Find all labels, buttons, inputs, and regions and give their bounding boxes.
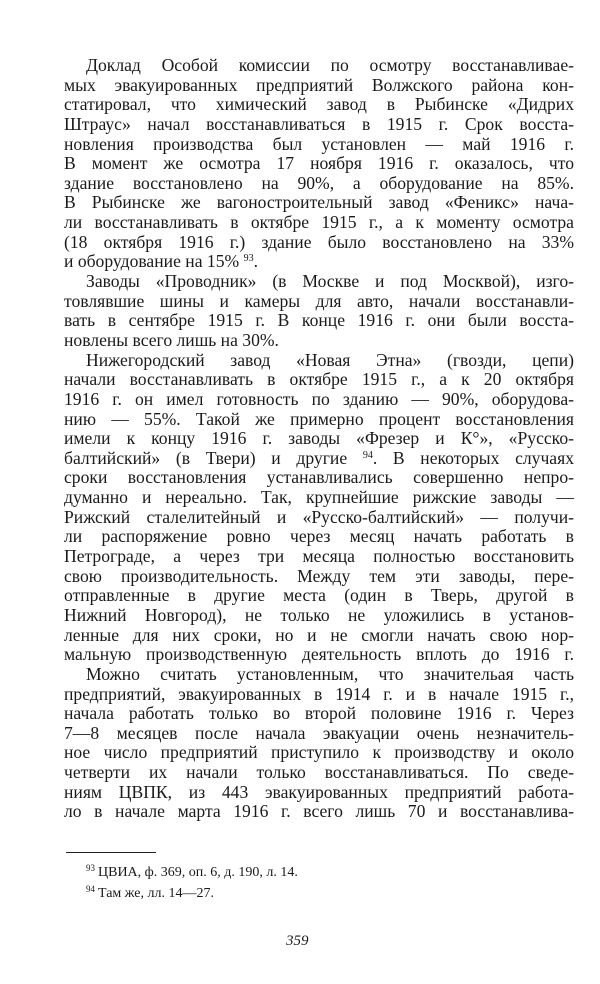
text-line: ленные для них сроки, но и не смогли начать свою нор-: [64, 624, 574, 645]
footnote-divider: [66, 852, 156, 853]
text-line: В момент же осмотра 17 ноября 1916 г. оказалось, что: [64, 153, 574, 174]
page-number: 359: [286, 933, 309, 949]
text-line: четверти их начали только восстанавливаться. По сведе-: [64, 762, 574, 783]
footnote-number: 94: [86, 884, 95, 894]
text-line: ниям ЦВПК, из 443 эвакуированных предприятий работа-: [64, 781, 574, 802]
footnote-text: Там же, лл. 14—27.: [98, 886, 214, 901]
text-line: начала работать только во второй половине 1916 г. Через: [64, 703, 574, 724]
text-line: вать в сентябре 1915 г. В конце 1916 г. они были восста-: [64, 310, 574, 331]
text-line: ное число предприятий приступило к производству и около: [64, 742, 574, 763]
text-line: сроки восстановления устанавливались совершенно непро-: [64, 467, 574, 488]
footnote-ref[interactable]: 94: [362, 449, 373, 461]
footnote: [86, 862, 298, 883]
text-line: предприятий, эвакуированных в 1914 г. и в начале 1915 г.,: [64, 683, 574, 704]
footnote-ref[interactable]: 93: [243, 253, 254, 265]
footnotes: [86, 862, 298, 904]
text-line: мальную производственную деятельность вплоть до 1916 г.: [64, 644, 574, 665]
footnote-text: ЦВИА, ф. 369, оп. 6, д. 190, л. 14.: [98, 865, 298, 880]
body-text: [64, 56, 574, 822]
text-line: ли распоряжение ровно через месяц начать работать в: [64, 526, 574, 547]
text-line: 7—8 месяцев после начала эвакуации очень незначитель-: [64, 722, 574, 743]
text-line: 1916 г. он имел готовность по зданию — 90%, оборудова-: [64, 388, 574, 409]
text-line: начали восстанавливать в октябре 1915 г., а к 20 октября: [64, 369, 574, 390]
text-line: думанно и нереально. Так, крупнейшие рижские заводы —: [64, 487, 574, 508]
text-line: нию — 55%. Такой же примерно процент восстановления: [64, 408, 574, 429]
footnote-number: 93: [86, 863, 95, 873]
text-line: товлявшие шины и камеры для авто, начали восстанавли-: [64, 290, 574, 311]
text-line-content: и оборудование на 15%: [64, 251, 240, 272]
text-line: Штраус» начал восстанавливаться в 1915 г. Срок восста-: [64, 113, 574, 134]
text-line: мых эвакуированных предприятий Волжского района кон-: [64, 74, 574, 95]
text-line-content: . В некоторых случаях: [372, 447, 574, 468]
text-line: В Рыбинске же вагоностроительный завод «Феникс» нача-: [64, 192, 574, 213]
text-line: новлены всего лишь на 30%.: [64, 329, 279, 350]
text-line: здание восстановлено на 90%, а оборудование на 85%.: [64, 172, 574, 193]
text-line: отправленные в другие места (один в Тверь, другой в: [64, 585, 574, 606]
footnote: [86, 883, 298, 904]
text-line: [64, 449, 574, 469]
text-line: ло в начале марта 1916 г. всего лишь 70 и восстанавлива-: [64, 801, 574, 822]
text-line: новления производства был установлен — май 1916 г.: [64, 133, 574, 154]
text-line: Нижегородский завод «Новая Этна» (гвозди, цепи): [86, 349, 574, 370]
text-line: (18 октября 1916 г.) здание было восстановлено на 33%: [64, 231, 574, 252]
text-line: свою производительность. Между тем эти заводы, пере-: [64, 565, 574, 586]
text-line: Рижский сталелитейный и «Русско-балтийский» — получи-: [64, 506, 574, 527]
text-line: Нижний Новгород), не только не уложились в установ-: [64, 604, 574, 625]
text-line-content: балтийский» (в Твери) и другие: [64, 447, 348, 468]
text-line: ли восстанавливать в октябре 1915 г., а к моменту осмотра: [64, 212, 574, 233]
text-line: Заводы «Проводник» (в Москве и под Москвой), изго-: [86, 271, 574, 292]
text-line: Доклад Особой комиссии по осмотру восстанавливае-: [86, 55, 574, 75]
text-line: Можно считать установленным, что значительая часть: [86, 663, 574, 684]
text-line: имели к концу 1916 г. заводы «Фрезер и К°», «Русско-: [64, 428, 574, 449]
text-line: и оборудование на 15% $^{93}$.: [64, 251, 258, 272]
text-line: статировал, что химический завод в Рыбинске «Дидрих: [64, 94, 574, 115]
text-line: Петрограде, а через три месяца полностью восстановить: [64, 546, 574, 567]
